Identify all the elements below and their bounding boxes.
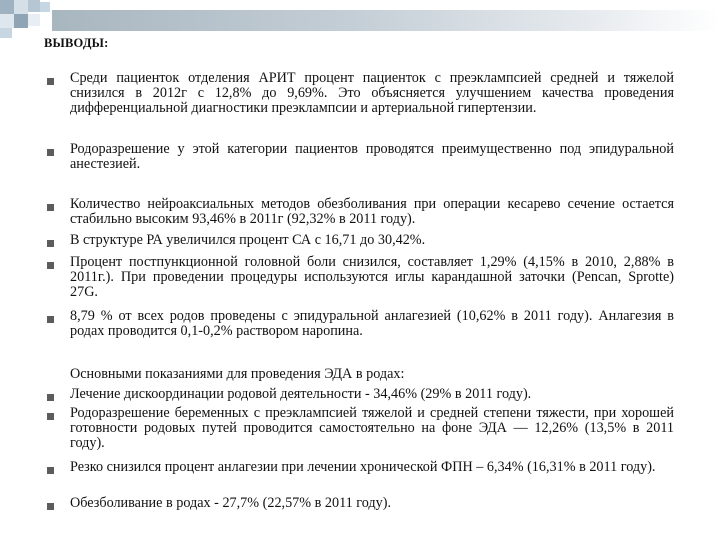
decor-square-icon xyxy=(28,0,40,12)
list-item: Среди пациенток отделения АРИТ процент пациенток с преэклампсией средней и тяжелой снизился в 2012г с 12,8% до 9,69%. Это объясняется улучшением качества проведения дифференциальной диагностики преэклампсии и артериальной гипертензии. xyxy=(70,70,674,116)
bullet-square-icon xyxy=(47,78,54,85)
list-item: Обезболивание в родах - 27,7% (22,57% в 2011 году). xyxy=(70,495,392,511)
bullet-square-icon xyxy=(47,394,54,401)
header-bar xyxy=(52,10,720,31)
decor-square-icon xyxy=(40,2,50,12)
page-title: ВЫВОДЫ: xyxy=(44,36,109,50)
bullet-square-icon xyxy=(47,467,54,474)
decor-square-icon xyxy=(0,14,14,28)
bullet-square-icon xyxy=(47,262,54,269)
decor-square-icon xyxy=(0,0,14,14)
decor-square-icon xyxy=(28,14,40,26)
list-item: Родоразрешение у этой категории пациентов проводятся преимущественно под эпидуральной анестезией. xyxy=(70,141,674,172)
list-item: Родоразрешение беременных с преэклампсией тяжелой и средней степени тяжести, при хорошей готовности родовых путей проводится самостоятельно на фоне ЭДА — 12,26% (13,5% в 2011 году). xyxy=(70,405,674,451)
list-item: 8,79 % от всех родов проведены с эпидуральной анлагезией (10,62% в 2011 году). Анлагезия в родах проводится 0,1-0,2% раствором наропина. xyxy=(70,308,674,339)
list-item: Резко снизился процент анлагезии при лечении хронической ФПН – 6,34% (16,31% в 2011 году). xyxy=(70,459,656,475)
bullet-square-icon xyxy=(47,503,54,510)
list-item: Лечение дискоординации родовой деятельности - 34,46% (29% в 2011 году). xyxy=(70,386,532,402)
list-item: Процент постпункционной головной боли снизился, составляет 1,29% (4,15% в 2010, 2,88% в 2011г.). При проведении процедуры используются иглы карандашной заточки (Pencan, Sprotte) 27G. xyxy=(70,254,674,300)
decor-square-icon xyxy=(14,14,28,28)
bullet-square-icon xyxy=(47,240,54,247)
section-intro: Основными показаниями для проведения ЭДА в родах: xyxy=(70,366,405,382)
list-item: Количество нейроаксиальных методов обезболивания при операции кесарево сечение остается стабильно высоким 93,46% в 2011г (92,32% в 2011 году). xyxy=(70,196,674,227)
bullet-square-icon xyxy=(47,316,54,323)
decor-square-icon xyxy=(14,0,28,14)
bullet-square-icon xyxy=(47,204,54,211)
decor-square-icon xyxy=(0,28,12,38)
bullet-square-icon xyxy=(47,149,54,156)
list-item: В структуре РА увеличился процент СА с 16,71 до 30,42%. xyxy=(70,232,426,248)
bullet-square-icon xyxy=(47,413,54,420)
